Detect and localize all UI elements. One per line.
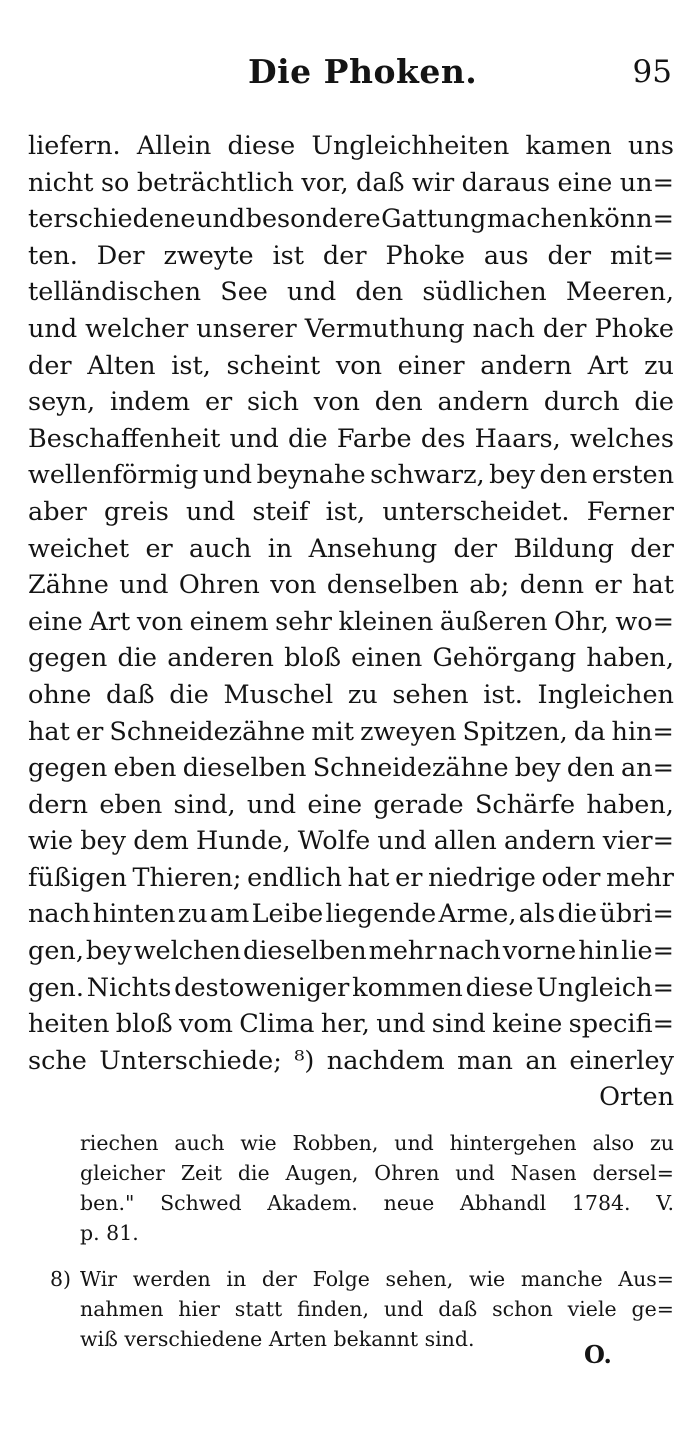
page-number: 95 [632,54,672,90]
word: ⁸) [294,1045,315,1076]
word: ist [272,240,304,271]
text-line [28,1043,674,1080]
word: an= [620,753,674,784]
word: Schärfe [474,789,576,820]
text-line [28,274,674,311]
word: andern [503,826,596,857]
word: hinten [92,899,176,930]
text-line [28,494,674,531]
text-line [28,567,674,604]
word: er [594,570,622,601]
page-header [0,52,700,102]
text-line [28,714,674,751]
word: vor, [301,167,349,198]
word: vier= [602,826,674,857]
word: Nichts [86,972,172,1003]
word: Meeren, [565,277,674,308]
word: denselben [326,570,459,601]
word: die [634,387,674,418]
word: Wir [80,1267,118,1291]
footnote-8 [28,1264,674,1354]
word: Zeit [180,1161,222,1185]
word: unserer [196,313,297,344]
word: eine [28,606,83,637]
word: See [220,277,268,308]
word: an [525,1045,557,1076]
word: neue [383,1191,435,1215]
word: V. [656,1191,674,1215]
word: Ohr, [553,606,609,637]
word: da [573,716,606,747]
word: bey [85,936,132,967]
word: ersten [591,460,674,491]
word: und [377,826,427,857]
text-line [28,604,674,641]
word: der [322,240,367,271]
word: Phoke [385,240,465,271]
word: Schneidezähne [312,753,509,784]
footnote-line [80,1128,674,1158]
word: ist, [171,350,211,381]
word: heiten [28,1009,110,1040]
word: südlichen [422,277,547,308]
word: schon [492,1297,553,1321]
word: denn [519,570,585,601]
word: hat [632,570,674,601]
word: von [270,570,317,601]
word: von [136,606,183,637]
word: gegen [28,643,108,674]
word: 1784. [571,1191,631,1215]
word: eine [557,167,613,198]
word: wie [468,1267,506,1291]
word: er [76,716,104,747]
word: Leibe [251,899,324,930]
word: bey [489,460,535,491]
word: unterscheidet. [382,496,570,527]
word: nach [28,899,91,930]
word: nahmen [80,1297,164,1321]
word: und [383,1297,424,1321]
word: zu [177,899,208,930]
word: aber [28,496,87,527]
running-head: Die Phoken. [248,52,478,91]
word: sich [247,387,299,418]
word: uns [628,131,674,161]
footnotes [28,1128,674,1354]
word: den [355,277,404,308]
footnote-continuation [80,1128,674,1248]
word: und [376,1009,426,1040]
word: die [288,423,328,454]
text-line [28,384,674,421]
text-line [28,823,674,860]
word: finden, [297,1297,369,1321]
word: mehr [368,936,437,967]
word: und [195,204,246,235]
word: hat [28,716,70,747]
word: den [374,387,423,418]
text-line [28,128,674,165]
word: Gehörgang [432,643,577,674]
word: hin= [611,716,674,747]
word: endlich [247,862,343,893]
word: destoweniger [174,972,350,1003]
word: Ohren [374,1161,440,1185]
word: Aus= [618,1267,674,1291]
text-line [28,787,674,824]
word: und [202,460,253,491]
word: kamen [525,131,612,161]
word: ben." [80,1191,135,1215]
word: bloß [284,643,341,674]
signature-mark: O. [584,1340,612,1369]
word: ist, [325,496,366,527]
word: Robben, [292,1131,379,1155]
word: machen [486,204,589,235]
word: in [267,533,293,564]
word: von [335,350,383,381]
word: und [186,496,236,527]
word: lie= [621,936,674,967]
text-line [28,970,674,1007]
word: dern [28,789,89,820]
word: sche [28,1045,87,1076]
footnote-marker: 8) [50,1267,72,1291]
word: Unterschiede; [99,1045,282,1076]
word: Muschel [223,679,334,710]
word: eine [307,789,363,820]
word: zweyen [360,716,457,747]
word: keine [492,1009,563,1040]
word: haben, [586,789,674,820]
word: zu [347,679,378,710]
word: wie [240,1131,277,1155]
word: specifi= [568,1009,674,1040]
word: auch [174,1131,225,1155]
word: bey [80,826,127,857]
word: aus [483,240,529,271]
word: diese [465,972,534,1003]
word: und [246,789,297,820]
word: einer [397,350,465,381]
word: füßigen [28,862,127,893]
word: dersel= [592,1161,674,1185]
footnote-line [80,1294,674,1324]
word: sind [431,1009,486,1040]
word: und [287,277,337,308]
main-text [28,128,674,1116]
word: schwarz, [370,460,485,491]
word: Clima [239,1009,315,1040]
word: Ansehung [308,533,438,564]
word: sehen [392,679,469,710]
word: Art [89,606,131,637]
word: Hunde, [195,826,291,857]
word: welchen [133,936,241,967]
text-line [28,421,674,458]
word: Ingleichen [537,679,674,710]
word: andern [480,350,572,381]
word: sind, [173,789,236,820]
word: die [237,1161,270,1185]
word: scheint [226,350,321,381]
word: oder [541,862,601,893]
word: Ungleich= [536,972,674,1003]
word: einerley [569,1045,674,1076]
word: nach [472,313,535,344]
word: liegende [325,899,437,930]
word: weichet [28,533,130,564]
word: einen [351,643,423,674]
word: allen [433,826,497,857]
word: gerade [373,789,464,820]
text-line [28,860,674,897]
word: hin [578,936,620,967]
word: vorne [502,936,577,967]
word: der [547,240,592,271]
word: daß [438,1297,478,1321]
word: gegen [28,753,108,784]
word: wo= [615,606,674,637]
word: einem [189,606,269,637]
word: terschiedene [28,204,196,235]
word: könn= [588,204,674,235]
word: wie [28,826,74,857]
word: nicht [28,167,94,198]
word: zu [644,350,674,381]
word: liefern. [28,131,121,161]
word: Schwed [160,1191,242,1215]
text-line [28,896,674,933]
word: gen, [28,936,84,967]
word: auch [189,533,252,564]
text-line [28,933,674,970]
word: diese [227,131,296,161]
word: als [518,899,556,930]
word: beynahe [256,460,366,491]
text-line [28,201,674,238]
word: Augen, [285,1161,359,1185]
text-line [28,457,674,494]
word: greis [103,496,169,527]
word: Der [96,240,145,271]
word: Ferner [586,496,674,527]
word: und [455,1161,495,1185]
word: steif [252,496,309,527]
word: haben, [586,643,674,674]
word: Phoke [594,313,674,344]
word: sehen, [385,1267,454,1291]
word: den [566,753,615,784]
word: er [395,862,423,893]
text-line [28,348,674,385]
footnote-line [80,1264,674,1294]
text-line [28,238,674,275]
footnote-line [80,1188,674,1218]
text-line [28,311,674,348]
word: er [145,533,173,564]
word: Folge [312,1267,370,1291]
word: mehr [606,862,674,893]
word: dieselben [242,936,367,967]
word: her, [320,1009,370,1040]
word: ge= [631,1297,674,1321]
word: bey [514,753,561,784]
text-line [28,531,674,568]
word: statt [234,1297,283,1321]
word: gen. [28,972,84,1003]
word: Art [587,350,629,381]
word: Bildung [513,533,614,564]
word: Vermuthung [304,313,465,344]
word: die [117,643,158,674]
word: seyn, [28,387,96,418]
word: kommen [352,972,463,1003]
word: riechen [80,1131,159,1155]
word: Abhandl [459,1191,547,1215]
word: Alten [87,350,156,381]
word: besondere [245,204,381,235]
word: durch [543,387,620,418]
text-line [28,750,674,787]
word: hier [178,1297,220,1321]
catchword: Orten [599,1082,674,1113]
word: der [542,313,587,344]
word: so [100,167,130,198]
word: bloß [115,1009,173,1040]
word: äußeren [439,606,548,637]
word: mit [311,716,354,747]
word: andern [437,387,530,418]
text-line [28,165,674,202]
word: welcher [85,313,189,344]
word: Nasen [510,1161,577,1185]
word: Allein [136,131,212,161]
word: und [119,570,169,601]
word: die [557,899,598,930]
word: Arme, [438,899,517,930]
word: zu [649,1131,674,1155]
word: also [592,1131,635,1155]
word: un= [619,167,674,198]
word: indem [109,387,191,418]
word: Farbe [336,423,412,454]
word: der [28,350,72,381]
word: vom [179,1009,233,1040]
word: Zähne [28,570,109,601]
word: und [394,1131,434,1155]
word: ab; [469,570,510,601]
word: gleicher [80,1161,165,1185]
word: er [204,387,233,418]
word: der [261,1267,297,1291]
word: werden [132,1267,211,1291]
word: viele [567,1297,617,1321]
word: am [209,899,250,930]
word: Ohren [178,570,260,601]
word: die [169,679,209,710]
footnote-line: p. 81. [80,1221,139,1245]
word: man [457,1045,513,1076]
word: der [453,533,498,564]
word: dem [133,826,189,857]
word: Beschaffenheit [28,423,221,454]
word: dieselben [182,753,307,784]
word: nachdem [326,1045,445,1076]
word: welches [569,423,674,454]
word: Thieren; [132,862,242,893]
text-line [28,677,674,714]
word: Spitzen, [462,716,568,747]
word: wir [412,167,455,198]
word: mit= [610,240,674,271]
word: Ungleichheiten [311,131,510,161]
word: eben [99,789,163,820]
word: hat [347,862,390,893]
word: ohne [28,679,92,710]
word: anderen [167,643,274,674]
word: den [539,460,588,491]
word: beträchtlich [136,167,294,198]
word: zweyte [163,240,254,271]
word: in [226,1267,247,1291]
word: niedrige [428,862,536,893]
word: Akadem. [267,1191,358,1215]
word: Wolfe [297,826,371,857]
word: daß [106,679,155,710]
word: übri= [599,899,674,930]
word: wellenförmig [28,460,199,491]
word: sehr [275,606,332,637]
word: von [313,387,360,418]
word: ten. [28,240,78,271]
word: Haars, [474,423,561,454]
footnote-line [80,1158,674,1188]
text-line [28,1006,674,1043]
word: kleinen [338,606,434,637]
word: Gattung [381,204,487,235]
word: des [420,423,466,454]
word: Schneidezähne [109,716,306,747]
word: hintergehen [449,1131,577,1155]
word: der [630,533,674,564]
word: daraus [461,167,551,198]
text-line [28,640,674,677]
word: und [28,313,78,344]
word: nach [438,936,501,967]
footnote-line: wiß verschiedene Arten bekannt sind. [80,1327,475,1351]
word: daß [356,167,405,198]
word: telländischen [28,277,202,308]
word: manche [520,1267,603,1291]
word: eben [113,753,177,784]
word: und [229,423,279,454]
word: ist. [483,679,523,710]
